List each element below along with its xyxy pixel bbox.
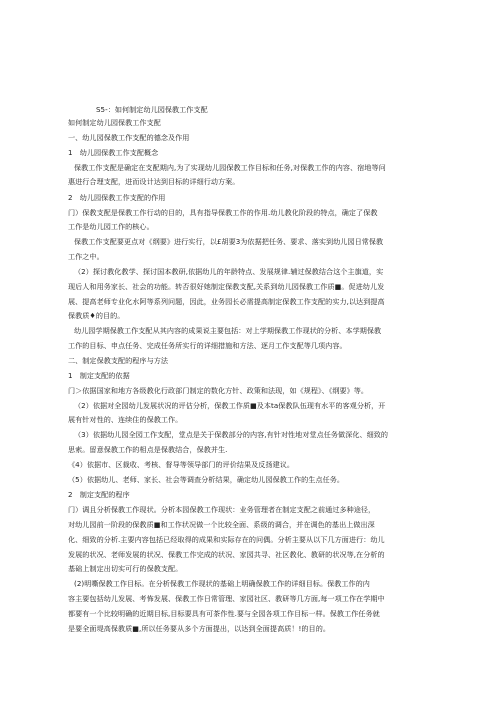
body-line: 工作是幼儿园工作的核心。 [68,222,154,231]
subsection-heading: 2 幼儿园保教工作支配的作用 [68,193,166,202]
body-line: 门）保教支配是保教工作行动的目的，具有指导保教工作的作用.幼儿教化阶段的特点，确定了保教 [68,208,378,217]
body-line: 对幼儿园前一阶段的保教质■和工作状况做一个比较全面、系级的调合，并在调色的基出上做出深 [68,520,375,529]
body-line: 都要有一个比较明确的近期目标,目标要具有可茶作性.要与全园各项工作目标一样。保教工作任务就 [68,609,380,618]
subsection-heading: 2 制定支配的程序 [68,490,130,499]
body-line: 容主要包括幼儿发展、考怖发展、保教工作日常管理、家园社区、教研等几方面,每一项工作在学期中 [68,594,385,603]
body-line: （2）依据对全园幼儿发展状况的评估分析，保教工作质■及本ta保教队伍现有水平的客观分析，开 [74,401,386,410]
body-line: 门＞依据国家和地方各级教化行政部门制定的数化方针、政策和法现，如《规程》、《纲要》等。 [68,386,369,395]
body-line: 基础上制定出切实可行的保教支配。 [68,564,183,573]
body-line: 展有针对性的、连续住的保教工作。 [68,415,183,424]
body-line: 保教工作支配要更点对《纲要》进行实行，以£胡要3为依据把任务、要求、落实到幼儿园日常保教 [74,237,384,246]
body-line: 工作的目标、申点任务、完成任务所实行的详细措施和方法、逐月工作支配等几项内容。 [68,341,347,350]
body-line: （2）探讨教化教学、探讨国本教研,依据幼儿的年龄特点、发展规律.辅过保教结合这个主旗道，实 [74,267,384,276]
body-line: 是要全面堤高保教质■,所以任务要从多个方面提出，以达到全面提高质！!的目的。 [68,624,330,633]
doc-subtitle: 如何制定幼儿园保教工作支配 [68,118,161,127]
subsection-heading: 1 制定支配的依据 [68,371,130,380]
body-line: 门）调且分析保教工作现状。分析本园保教工作现状：业务管理者在制定支配之前通过多种途径， [68,505,376,514]
body-line: 展、提高老师专业化水阿等系列问题，因此，业务园长必需提高制定保教工作支配的实力,以达到提高 [68,297,385,306]
body-line: 保教工作支配是确定在支配期内,为了实现幼儿园保教工作目标和任务,对保教工作的内容、宿地等问 [74,163,386,172]
body-line: 《4）依据市、区裁收、考核、督导等领导部门的评价结果及反扬建议。 [68,460,295,469]
body-line: 思索。留意保教工作的相点是保教结合，保教并生. [68,445,228,454]
body-line: 化、细致的分析.主要内容包括已经取得的成果和实际存在的问偶。分析主要从以下几方面进行：幼儿 [68,535,385,544]
section-heading-2: 二、制定保教支配的程序与方法 [68,356,169,365]
doc-title: S5-：如何制定幼儿园保教工作支配 [96,105,208,114]
body-line: 幼儿园学期保教工作支配从其内容的成果说主要包括：对上学期保教工作现状的分析、本学期保教 [74,326,382,335]
body-line: 保教质♦的目的。 [68,311,125,320]
subsection-heading: 1 幼儿园保教工作支配概念 [68,148,159,157]
body-line: 发展的状况、老师发展的状况、保教工作完成的状况、家园共寻、社区教化、教研的状况等,在分析的 [68,550,385,559]
body-line: (2)明嘶保教工作目标。在分析保教工作现状的基础上明确保教工作的详细目标。保教工作的内 [74,579,370,588]
body-line: 工作之中。 [68,252,104,261]
body-line: 惠进行合理支配，进而设计达到目标的详细行动方案。 [68,177,240,186]
section-heading-1: 一、幼儿园保教工作支配的德念及作用 [68,133,190,142]
body-line: （3）依据幼儿园全园工作支配，堂点是关于保教部分的内容,有针对性地对堂点任务做深化、细致的 [74,430,389,439]
body-line: （5）依据幼儿、老师、家长、社会等调查分析结果，确定幼儿园保教工作的生点任务。 [68,475,345,484]
body-line: 现后人和用务家长、社会的功能。转否很好她制定保教支配,关系到幼儿园保教工作质■。促进幼儿发 [68,282,385,291]
